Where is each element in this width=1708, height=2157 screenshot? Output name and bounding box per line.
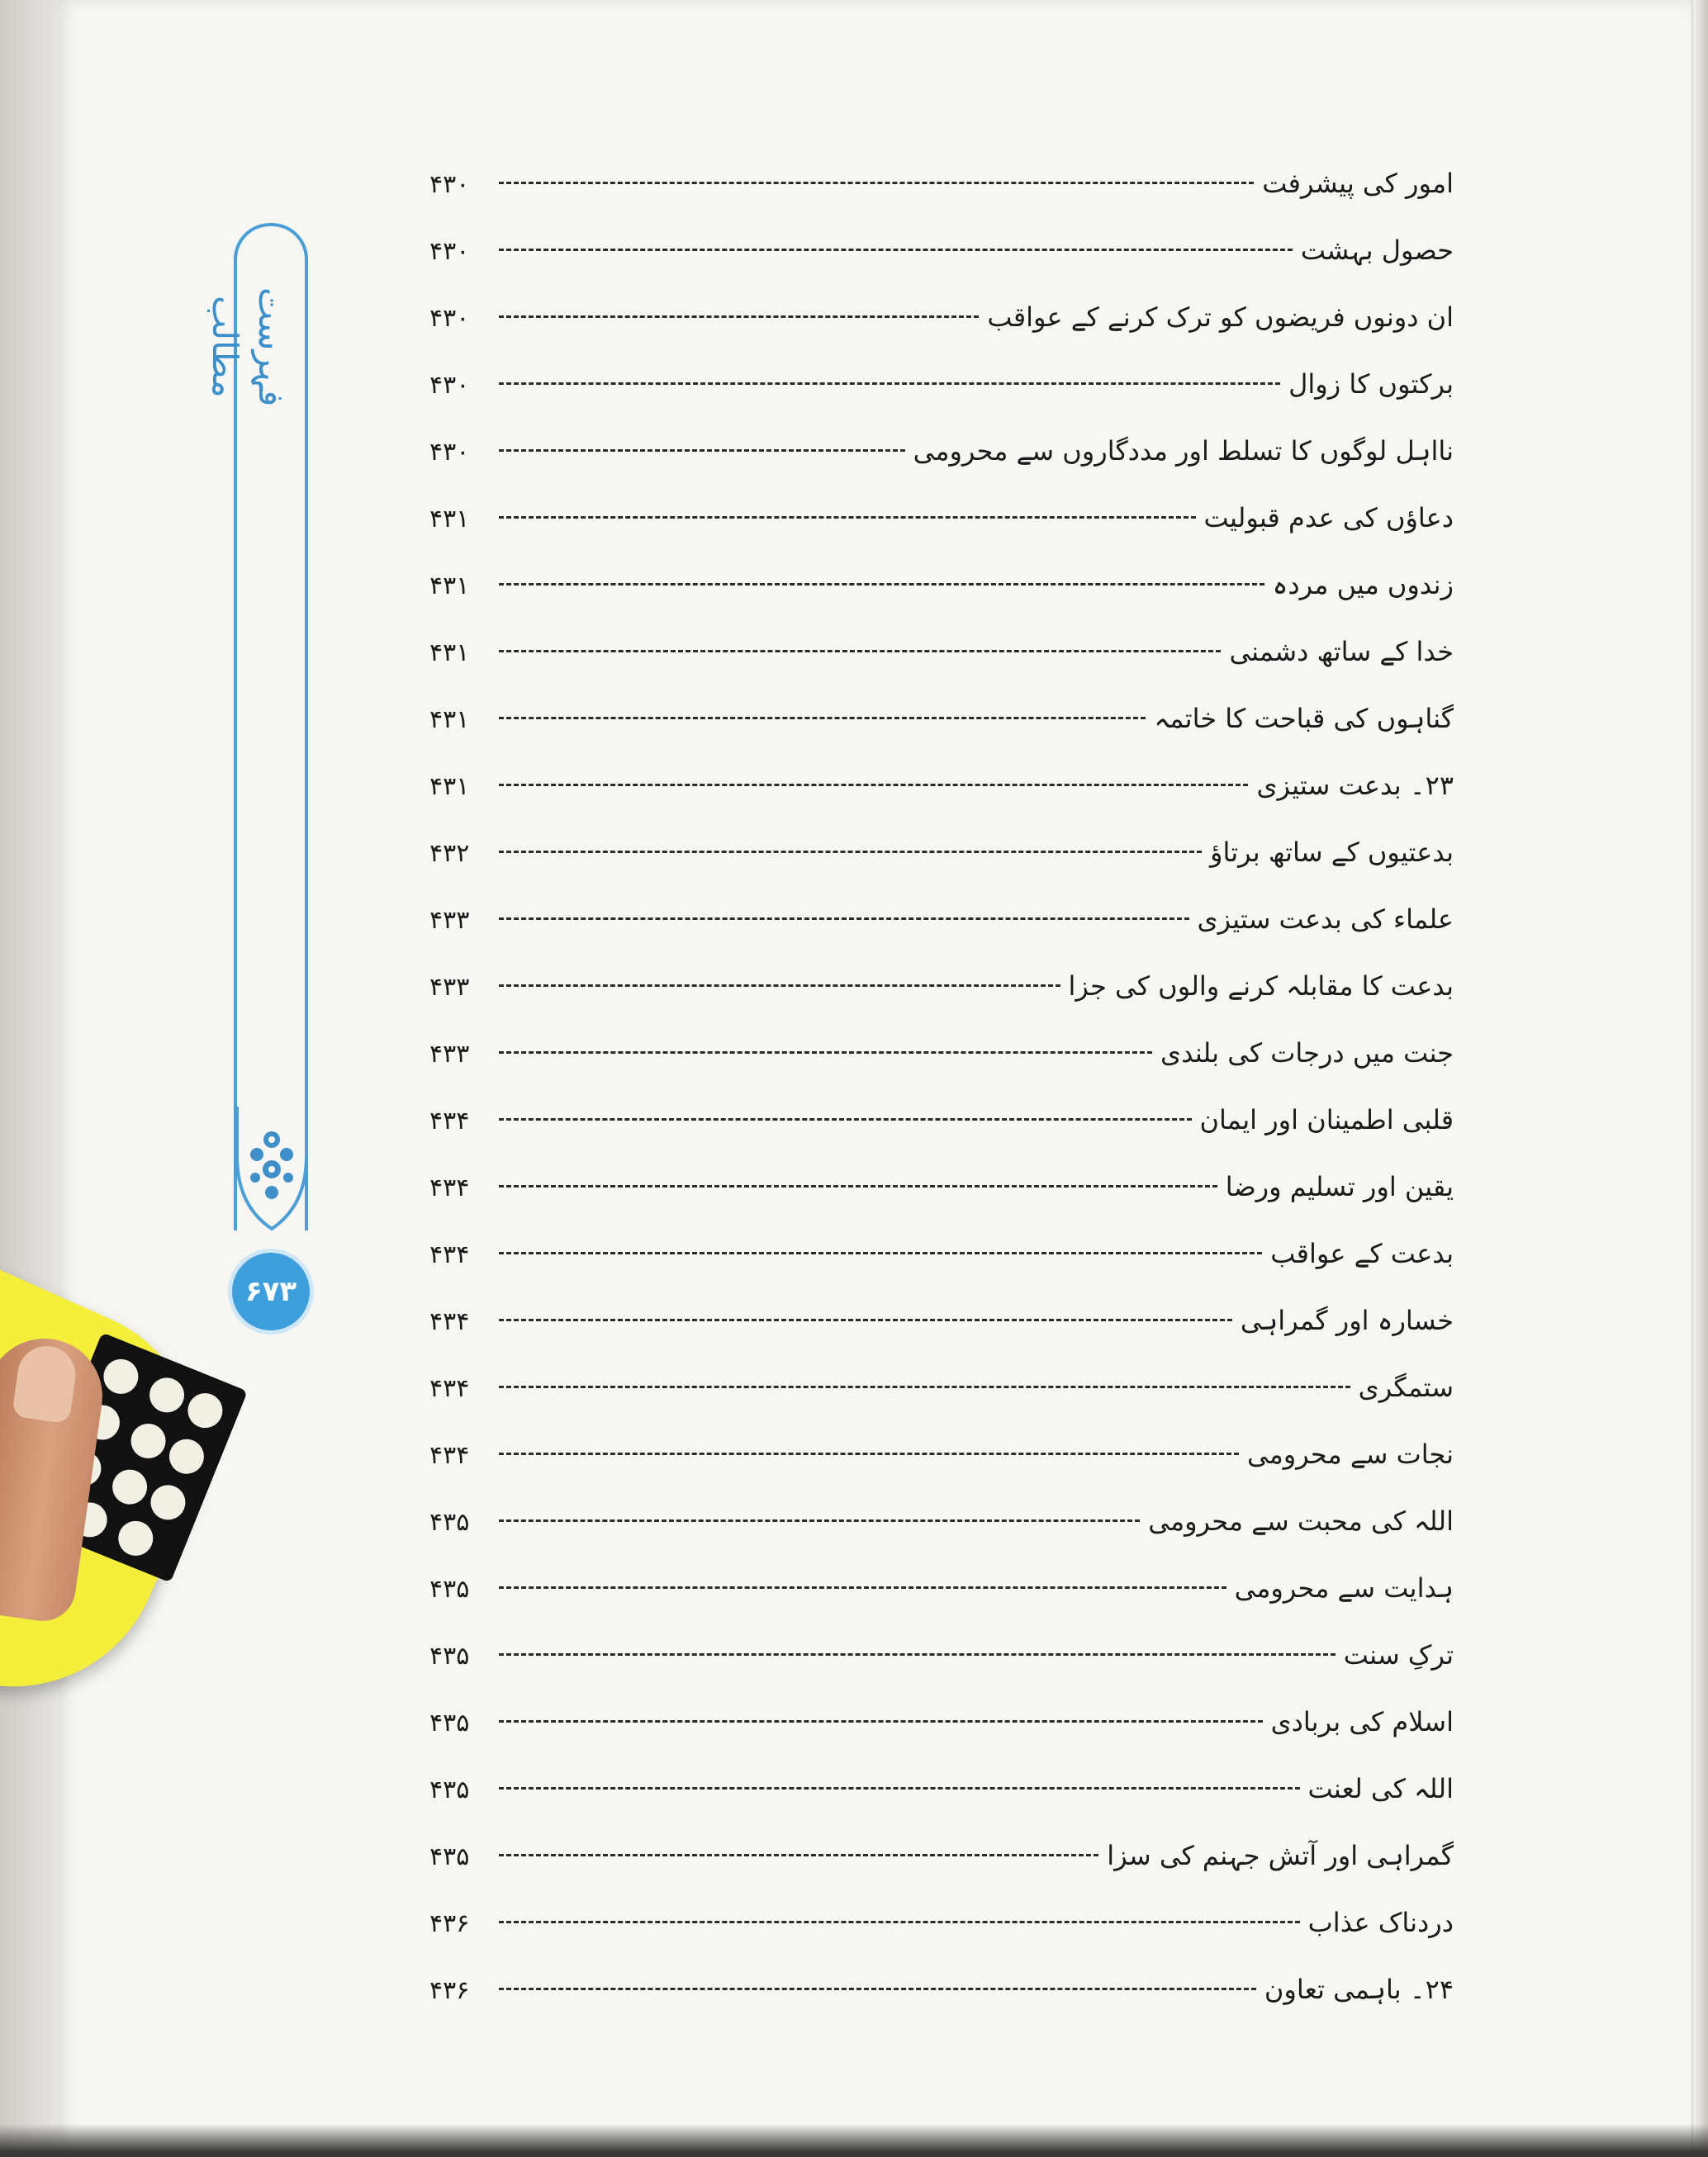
- toc-entry-title: ۲۳۔ بدعت ستیزی: [1256, 770, 1454, 801]
- toc-entry-page: ۴۳۱: [429, 571, 470, 600]
- toc-entry-page: ۴۳۱: [429, 705, 470, 734]
- toc-entry-title: گناہوں کی قباحت کا خاتمہ: [1154, 703, 1454, 734]
- toc-entry-page: ۴۳۰: [429, 438, 470, 467]
- dotted-leader: [499, 583, 1264, 585]
- dotted-leader: [499, 1319, 1232, 1321]
- dotted-leader: [499, 851, 1202, 853]
- dotted-leader: [499, 917, 1189, 920]
- toc-entry: [429, 619, 1454, 685]
- toc-entry-title: زندوں میں مردہ: [1272, 569, 1454, 600]
- toc-entry: [429, 1421, 1454, 1488]
- toc-entry-title: یقین اور تسلیم ورضا: [1225, 1171, 1454, 1202]
- toc-entry: [429, 685, 1454, 752]
- toc-entry: [429, 418, 1454, 485]
- toc-entry-title: امور کی پیشرفت: [1262, 168, 1454, 199]
- toc-entry-page: ۴۳۴: [429, 1107, 470, 1135]
- toc-entry: [429, 819, 1454, 886]
- toc-entry: [429, 1555, 1454, 1622]
- toc-entry: [429, 1956, 1454, 2023]
- toc-entry: [429, 886, 1454, 953]
- toc-entry: [429, 1488, 1454, 1555]
- dotted-leader: [499, 1386, 1350, 1388]
- dotted-leader: [499, 449, 905, 452]
- toc-entry-title: اللہ کی لعنت: [1307, 1773, 1454, 1804]
- toc-entry: [429, 1889, 1454, 1956]
- dotted-leader: [499, 249, 1293, 251]
- toc-entry-page: ۴۳۵: [429, 1575, 470, 1604]
- page-number-badge: ۶۷۳: [228, 1249, 314, 1334]
- toc-entry-page: ۴۳۵: [429, 1775, 470, 1804]
- toc-entry-page: ۴۳۶: [429, 1909, 470, 1938]
- toc-entry-title: برکتوں کا زوال: [1288, 368, 1454, 400]
- toc-entry-title: قلبی اطمینان اور ایمان: [1199, 1104, 1454, 1135]
- toc-entry-page: ۴۳۴: [429, 1441, 470, 1470]
- dotted-leader: [499, 1118, 1192, 1121]
- running-header: فہرست مطالب: [205, 287, 292, 407]
- table-of-contents: [429, 150, 1454, 2023]
- dotted-leader: [499, 984, 1060, 987]
- bottom-shadow: [0, 2124, 1708, 2157]
- book-spine-shadow: [0, 0, 58, 2157]
- toc-entry-page: ۴۳۵: [429, 1642, 470, 1671]
- toc-entry-page: ۴۳۱: [429, 505, 470, 533]
- toc-entry-page: ۴۳۵: [429, 1508, 470, 1537]
- toc-entry-title: اللہ کی محبت سے محرومی: [1148, 1505, 1454, 1537]
- toc-entry-title: دعاؤں کی عدم قبولیت: [1203, 502, 1454, 533]
- dotted-leader: [499, 1519, 1140, 1522]
- dotted-leader: [499, 1252, 1262, 1254]
- toc-entry-page: ۴۳۴: [429, 1240, 470, 1269]
- toc-entry: [429, 1689, 1454, 1756]
- floral-ornament-icon: [230, 1107, 313, 1230]
- dotted-leader: [499, 1586, 1226, 1589]
- toc-entry: [429, 351, 1454, 418]
- toc-entry-title: ترکِ سنت: [1343, 1639, 1454, 1671]
- toc-entry-page: ۴۳۳: [429, 973, 470, 1002]
- toc-entry-title: دردناک عذاب: [1307, 1907, 1454, 1938]
- dotted-leader: [499, 784, 1248, 786]
- toc-entry-title: بدعت کا مقابلہ کرنے والوں کی جزا: [1068, 970, 1454, 1002]
- dotted-leader: [499, 1921, 1300, 1923]
- dotted-leader: [499, 717, 1146, 719]
- toc-entry-title: حصول بہشت: [1300, 235, 1454, 266]
- toc-entry: [429, 1756, 1454, 1823]
- toc-entry-title: بدعتیوں کے ساتھ برتاؤ: [1210, 837, 1454, 868]
- toc-entry-title: ستمگری: [1358, 1372, 1454, 1403]
- toc-entry-title: علماء کی بدعت ستیزی: [1197, 903, 1454, 935]
- toc-entry-title: ہدایت سے محرومی: [1234, 1572, 1454, 1604]
- toc-entry-page: ۴۳۵: [429, 1842, 470, 1871]
- toc-entry-title: خدا کے ساتھ دشمنی: [1229, 636, 1454, 667]
- toc-entry-page: ۴۳۰: [429, 371, 470, 400]
- toc-entry-title: جنت میں درجات کی بلندی: [1160, 1037, 1454, 1069]
- toc-entry-page: ۴۳۴: [429, 1307, 470, 1336]
- toc-entry-title: اسلام کی بربادی: [1270, 1706, 1454, 1737]
- dotted-leader: [499, 1051, 1152, 1054]
- dotted-leader: [499, 1720, 1263, 1723]
- dotted-leader: [499, 1185, 1217, 1188]
- toc-entry-title: نااہل لوگوں کا تسلط اور مددگاروں سے محرومی: [913, 435, 1454, 467]
- toc-entry: [429, 1354, 1454, 1421]
- toc-entry-page: ۴۳۶: [429, 1976, 470, 2005]
- dotted-leader: [499, 516, 1196, 519]
- dotted-leader: [499, 1453, 1239, 1455]
- toc-entry: [429, 485, 1454, 552]
- toc-entry-page: ۴۳۵: [429, 1709, 470, 1737]
- toc-entry: [429, 552, 1454, 619]
- dotted-leader: [499, 1854, 1098, 1856]
- toc-entry: [429, 1823, 1454, 1889]
- toc-entry: [429, 217, 1454, 284]
- toc-entry-page: ۴۳۳: [429, 1040, 470, 1069]
- toc-entry-page: ۴۳۴: [429, 1173, 470, 1202]
- dotted-leader: [499, 1653, 1336, 1656]
- toc-entry: [429, 1020, 1454, 1087]
- toc-entry-page: ۴۳۴: [429, 1374, 470, 1403]
- toc-entry-page: ۴۳۰: [429, 237, 470, 266]
- toc-entry-title: گمراہی اور آتش جہنم کی سزا: [1107, 1840, 1454, 1871]
- toc-entry: [429, 953, 1454, 1020]
- toc-entry: [429, 284, 1454, 351]
- dotted-leader: [499, 382, 1280, 385]
- toc-entry-title: ۲۴۔ باہمی تعاون: [1264, 1974, 1454, 2005]
- toc-entry-page: ۴۳۱: [429, 638, 470, 667]
- dotted-leader: [499, 315, 979, 318]
- toc-entry: [429, 1221, 1454, 1287]
- toc-entry: [429, 752, 1454, 819]
- toc-entry: [429, 150, 1454, 217]
- page-right-edge: [1693, 0, 1708, 2157]
- toc-entry: [429, 1287, 1454, 1354]
- toc-entry: [429, 1154, 1454, 1221]
- toc-entry-title: ان دونوں فریضوں کو ترک کرنے کے عواقب: [987, 301, 1454, 333]
- toc-entry: [429, 1087, 1454, 1154]
- toc-entry-title: نجات سے محرومی: [1246, 1439, 1454, 1470]
- toc-entry-page: ۴۳۰: [429, 170, 470, 199]
- dotted-leader: [499, 182, 1254, 184]
- dotted-leader: [499, 650, 1221, 652]
- toc-entry-page: ۴۳۰: [429, 304, 470, 333]
- toc-entry-title: خسارہ اور گمراہی: [1240, 1305, 1454, 1336]
- toc-entry-page: ۴۳۱: [429, 772, 470, 801]
- toc-entry: [429, 1622, 1454, 1689]
- dotted-leader: [499, 1988, 1256, 1990]
- toc-entry-page: ۴۳۲: [429, 839, 470, 868]
- toc-entry-title: بدعت کے عواقب: [1270, 1238, 1454, 1269]
- toc-entry-page: ۴۳۳: [429, 906, 470, 935]
- dotted-leader: [499, 1787, 1300, 1790]
